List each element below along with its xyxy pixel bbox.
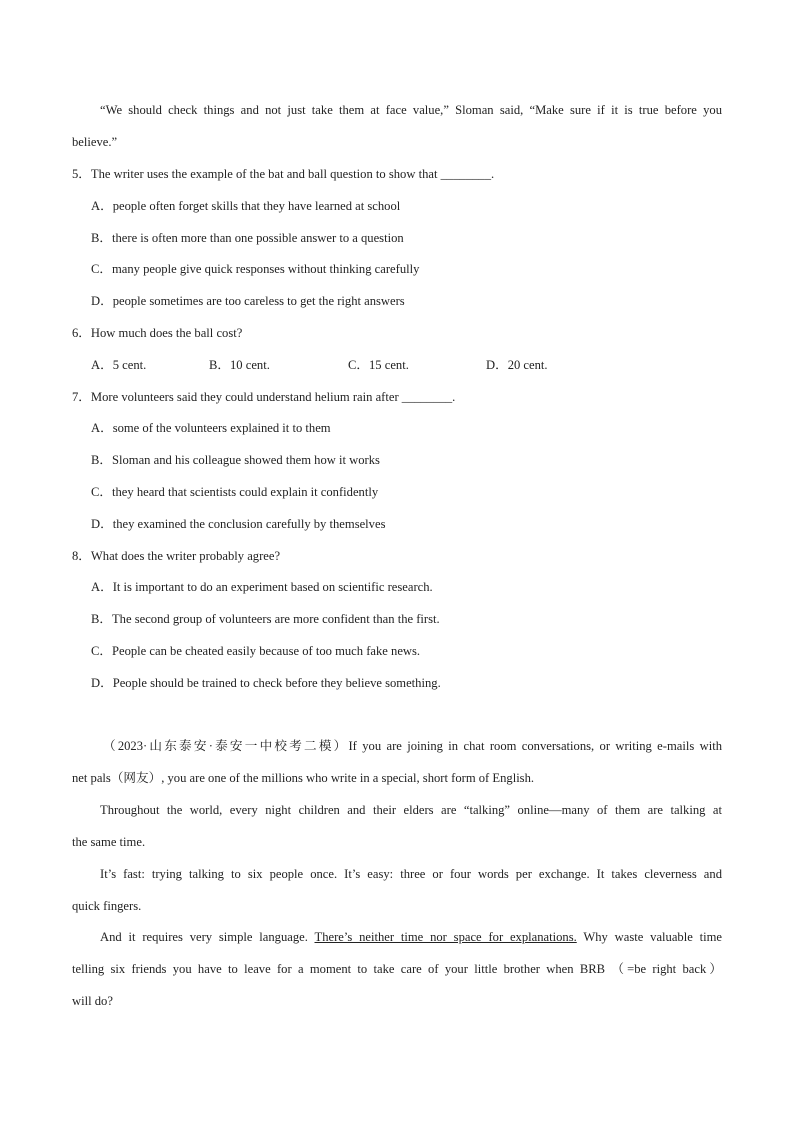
underlined-sentence: There’s neither time nor space for explanations. xyxy=(314,930,577,944)
passage2-paragraph4-line1 xyxy=(100,929,722,945)
question-5-option-a[interactable]: A．people often forget skills that they have learned at school xyxy=(91,199,401,213)
question-6-option-d[interactable]: D．20 cent. xyxy=(486,358,548,372)
question-5-option-d[interactable]: D．people sometimes are too careless to get the right answers xyxy=(91,294,405,308)
passage2-paragraph4-line3: will do? xyxy=(72,994,113,1008)
question-7-option-a[interactable]: A．some of the volunteers explained it to them xyxy=(91,421,331,435)
passage2-paragraph3-line1: It’s fast: trying talking to six people once. It’s easy: three or four words per exchange. It takes cleverness and xyxy=(100,867,722,881)
passage-quote-line-2: believe.” xyxy=(72,135,118,149)
question-7-option-d[interactable]: D．they examined the conclusion carefully by themselves xyxy=(91,517,386,531)
question-8-option-d[interactable]: D．People should be trained to check before they believe something. xyxy=(91,676,441,690)
question-5-option-b[interactable]: B．there is often more than one possible answer to a question xyxy=(91,231,404,245)
question-8-option-a[interactable]: A．It is important to do an experiment based on scientific research. xyxy=(91,580,433,594)
question-6-stem: 6．How much does the ball cost? xyxy=(72,326,243,340)
passage2-p4-end: Why waste valuable time xyxy=(576,930,723,944)
passage2-paragraph2-line2: the same time. xyxy=(72,835,146,849)
question-8-option-b[interactable]: B．The second group of volunteers are more confident than the first. xyxy=(91,612,440,626)
passage2-paragraph3-line2: quick fingers. xyxy=(72,899,142,913)
question-7-option-c[interactable]: C．they heard that scientists could explain it confidently xyxy=(91,485,379,499)
passage2-p4-start: And it requires very simple language. xyxy=(100,930,315,944)
question-6-option-c[interactable]: C．15 cent. xyxy=(348,358,409,372)
question-5-stem: 5．The writer uses the example of the bat and ball question to show that ________. xyxy=(72,167,495,181)
question-6-option-b[interactable]: B．10 cent. xyxy=(209,358,270,372)
passage-quote-line-1: “We should check things and not just take them at face value,” Sloman said, “Make sure if it is true before you xyxy=(100,103,722,117)
passage2-paragraph4-line2: telling six friends you have to leave for a moment to take care of your little brother when BRB （=be right back） xyxy=(72,962,722,976)
question-8-stem: 8．What does the writer probably agree? xyxy=(72,549,281,563)
question-6-option-a[interactable]: A．5 cent. xyxy=(91,358,147,372)
passage2-source: （2023·山东泰安·泰安一中校考二模） xyxy=(103,739,349,753)
question-5-option-c[interactable]: C．many people give quick responses without thinking carefully xyxy=(91,262,420,276)
question-7-option-b[interactable]: B．Sloman and his colleague showed them how it works xyxy=(91,453,380,467)
question-7-stem: 7．More volunteers said they could understand helium rain after ________. xyxy=(72,390,456,404)
passage2-paragraph1-line2: net pals（网友）, you are one of the millions who write in a special, short form of English. xyxy=(72,771,535,785)
passage2-p1-text: If you are joining in chat room conversations, or writing e-mails with xyxy=(348,739,723,753)
passage2-paragraph2-line1: Throughout the world, every night children and their elders are “talking” online—many of them are talking at xyxy=(100,803,722,817)
question-8-option-c[interactable]: C．People can be cheated easily because of too much fake news. xyxy=(91,644,421,658)
passage2-paragraph1-line1 xyxy=(103,738,722,754)
